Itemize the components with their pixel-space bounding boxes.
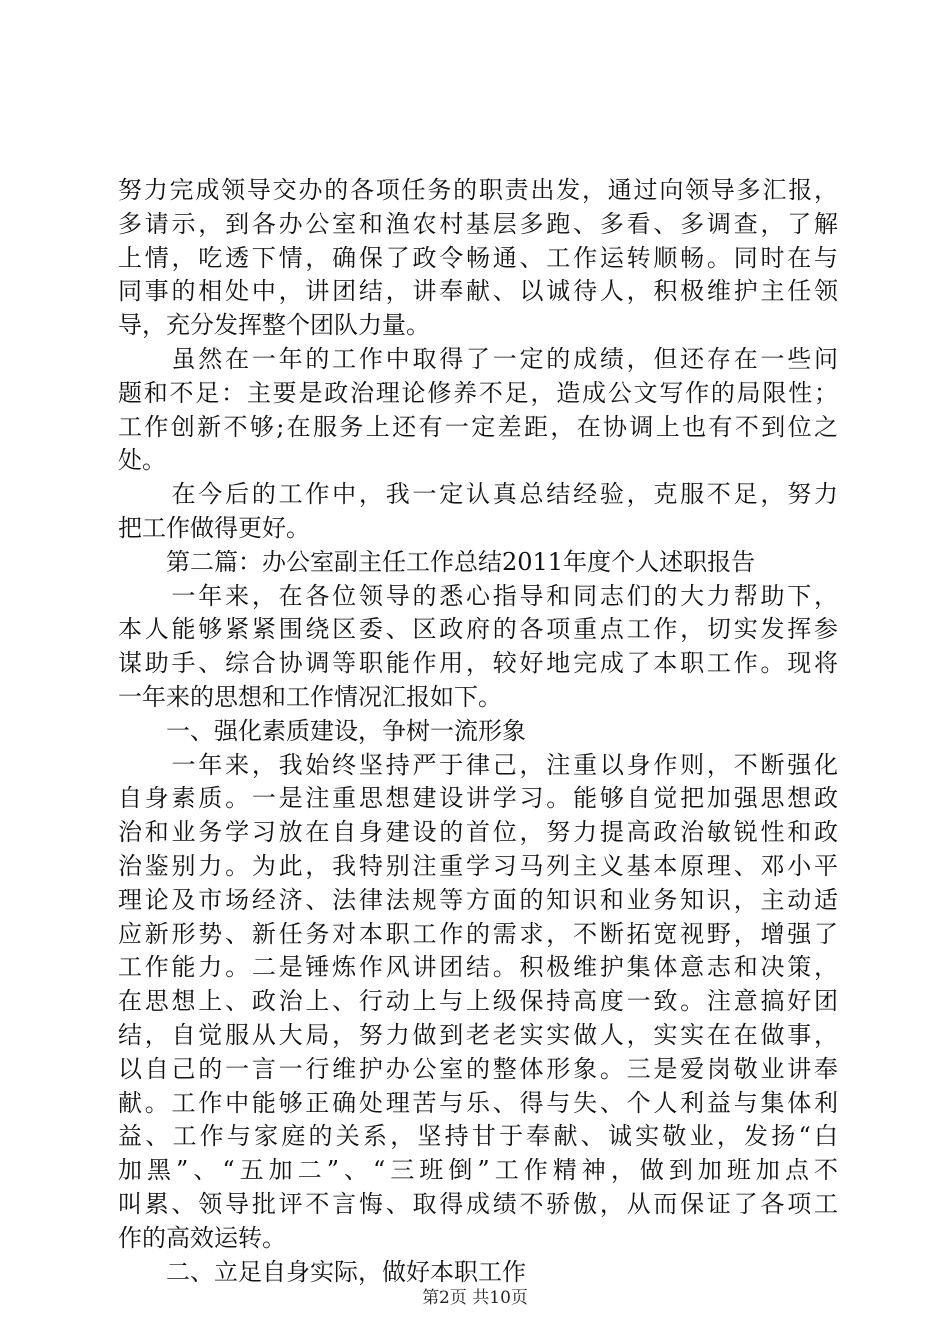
text-line: 工作创新不够;在服务上还有一定差距，在协调上也有不到位之 [118,412,838,441]
text-line: 导，充分发挥整个团队力量。 [118,311,430,340]
text-line: 作的高效运转。 [118,1223,286,1252]
text-line: 努力完成领导交办的各项任务的职责出发，通过向领导多汇报， [118,176,838,204]
text-line: 理论及市场经济、法律法规等方面的知识和业务知识，主动适 [118,885,838,914]
text-line: 献。工作中能够正确处理苦与乐、得与失、个人利益与集体利 [118,1088,838,1117]
subsection-heading: 二、立足自身实际，做好本职工作 [118,1257,526,1286]
text-line: 一年来的思想和工作情况汇报如下。 [118,682,502,711]
text-line: 一年来，在各位领导的悉心指导和同志们的大力帮助下， [118,581,838,610]
text-line: 处。 [118,446,166,475]
text-line: 自身素质。一是注重思想建设讲学习。能够自觉把加强思想政 [118,784,838,813]
text-line: 结，自觉服从大局，努力做到老老实实做人，实实在在做事， [118,1020,838,1049]
text-line: 益、工作与家庭的关系，坚持甘于奉献、诚实敬业，发扬“白 [118,1122,838,1151]
text-line: 工作能力。二是锤炼作风讲团结。积极维护集体意志和决策， [118,953,838,982]
text-line: 治鉴别力。为此，我特别注重学习马列主义基本原理、邓小平 [118,851,838,880]
text-line: 题和不足：主要是政治理论修养不足，造成公文写作的局限性； [118,378,838,407]
text-line: 虽然在一年的工作中取得了一定的成绩，但还存在一些问 [118,344,838,373]
text-line: 上情，吃透下情，确保了政令畅通、工作运转顺畅。同时在与 [118,243,838,272]
text-line: 应新形势、新任务对本职工作的需求，不断拓宽视野，增强了 [118,919,838,948]
text-line: 在今后的工作中，我一定认真总结经验，克服不足，努力 [118,480,838,509]
text-line: 把工作做得更好。 [118,513,310,542]
section-heading: 第二篇：办公室副主任工作总结2011年度个人述职报告 [118,547,756,576]
text-line: 治和业务学习放在自身建设的首位，努力提高政治敏锐性和政 [118,818,838,847]
text-line: 加黑”、“五加二”、“三班倒”工作精神，做到加班加点不 [118,1156,838,1185]
text-line: 本人能够紧紧围绕区委、区政府的各项重点工作，切实发挥参 [118,615,838,644]
subsection-heading: 一、强化素质建设，争树一流形象 [118,716,526,745]
text-line: 在思想上、政治上、行动上与上级保持高度一致。注意搞好团 [118,987,838,1016]
text-line: 一年来，我始终坚持严于律己，注重以身作则，不断强化 [118,750,838,779]
text-line: 同事的相处中，讲团结，讲奉献、以诚待人，积极维护主任领 [118,277,838,306]
document-body [118,174,838,1289]
text-line: 以自己的一言一行维护办公室的整体形象。三是爱岗敬业讲奉 [118,1054,838,1083]
text-line: 叫累、领导批评不言悔、取得成绩不骄傲，从而保证了各项工 [118,1189,838,1218]
page-number-footer: 第2页 共10页 [422,1288,528,1308]
text-line: 谋助手、综合协调等职能作用，较好地完成了本职工作。现将 [118,649,838,678]
text-line: 多请示，到各办公室和渔农村基层多跑、多看、多调查，了解 [118,209,838,238]
